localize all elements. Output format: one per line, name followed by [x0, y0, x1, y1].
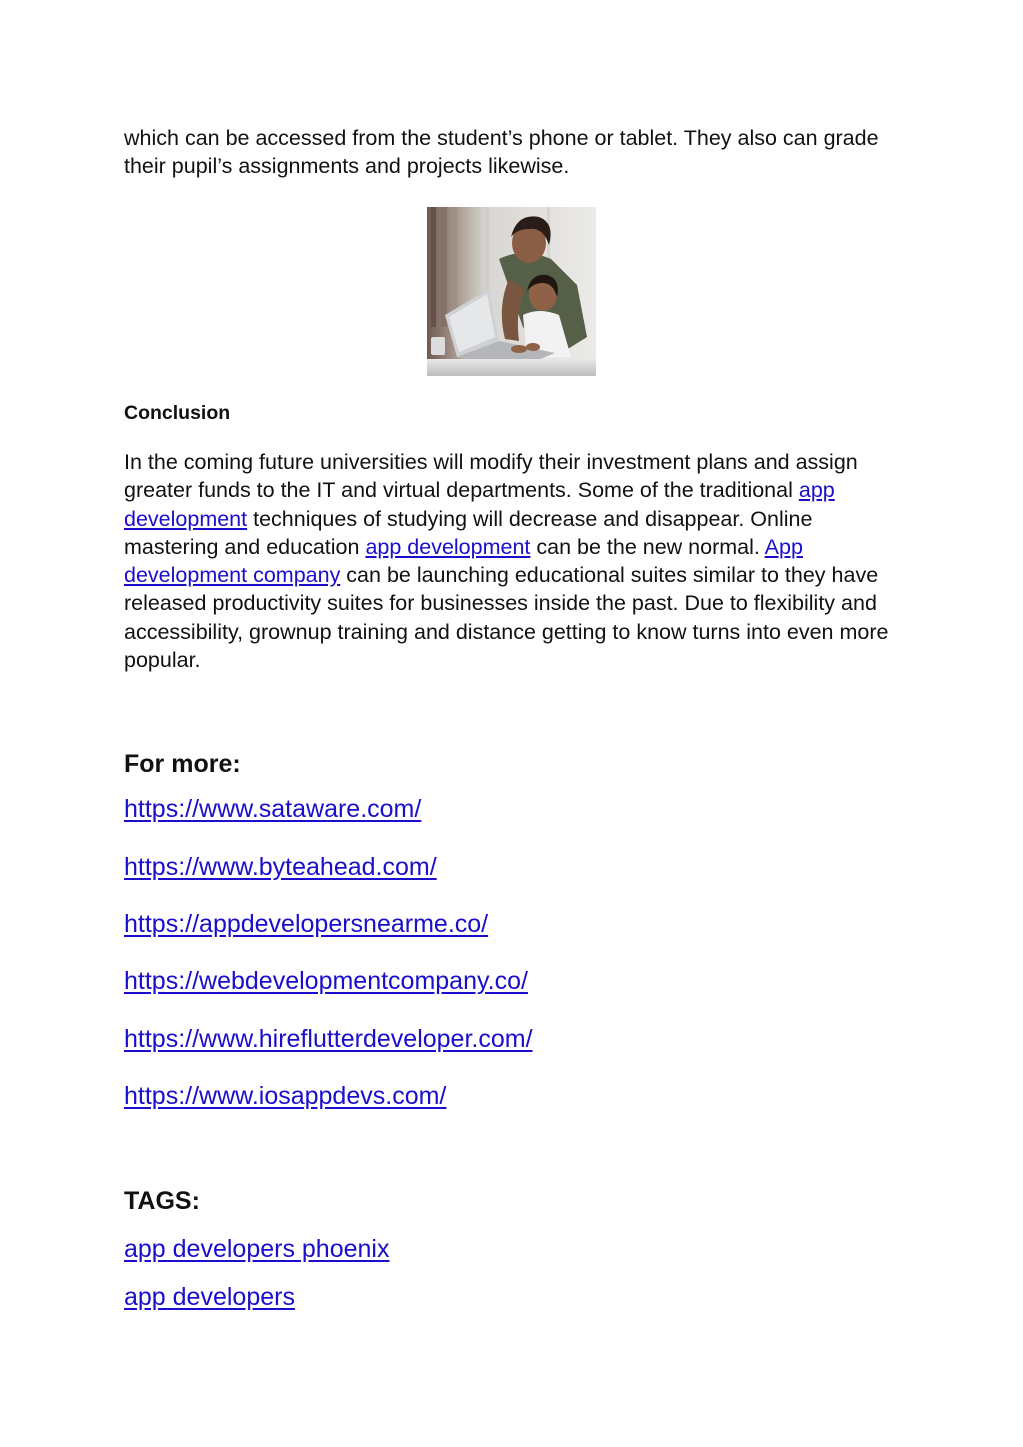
app-development-link-1[interactable]: app development — [124, 478, 835, 531]
photo-mother-child-laptop-icon — [427, 207, 596, 376]
conclusion-text-4: can be launching educational suites similar to they have released productivity suites for businesses inside the past. Due to flexibility and accessibility, grownup training and distance getting to know turns into even more popular. — [124, 563, 889, 673]
app-development-link-2[interactable]: app development — [365, 534, 531, 559]
tag-app-developers[interactable]: app developers — [124, 1283, 295, 1311]
conclusion-text-2: techniques of studying will decrease and disappear. Online mastering and education — [124, 506, 813, 559]
conclusion-paragraph — [124, 448, 904, 674]
app-development-company-link[interactable]: App development company — [124, 534, 803, 588]
conclusion-text-3: can be the new normal. — [530, 534, 765, 559]
conclusion-text-1: In the coming future universities will modify their investment plans and assign greater funds to the IT and virtual departments. Some of the traditional — [124, 450, 858, 503]
tags-heading: TAGS: — [124, 1187, 200, 1215]
appdevelopersnearme-link[interactable]: https://appdevelopersnearme.co/ — [124, 910, 489, 938]
hireflutterdeveloper-link[interactable]: https://www.hireflutterdeveloper.com/ — [124, 1025, 533, 1053]
for-more-heading: For more: — [124, 750, 241, 778]
webdevelopmentcompany-link[interactable]: https://webdevelopmentcompany.co/ — [124, 967, 528, 995]
intro-paragraph: which can be accessed from the student’s phone or tablet. They also can grade their pupil’s assignments and projects likewise. — [124, 126, 879, 179]
conclusion-heading: Conclusion — [124, 402, 231, 424]
iosappdevs-link[interactable]: https://www.iosappdevs.com/ — [124, 1082, 447, 1110]
sataware-link[interactable]: https://www.sataware.com/ — [124, 795, 422, 823]
byteahead-link[interactable]: https://www.byteahead.com/ — [124, 853, 437, 881]
tag-app-developers-phoenix[interactable]: app developers phoenix — [124, 1235, 390, 1263]
